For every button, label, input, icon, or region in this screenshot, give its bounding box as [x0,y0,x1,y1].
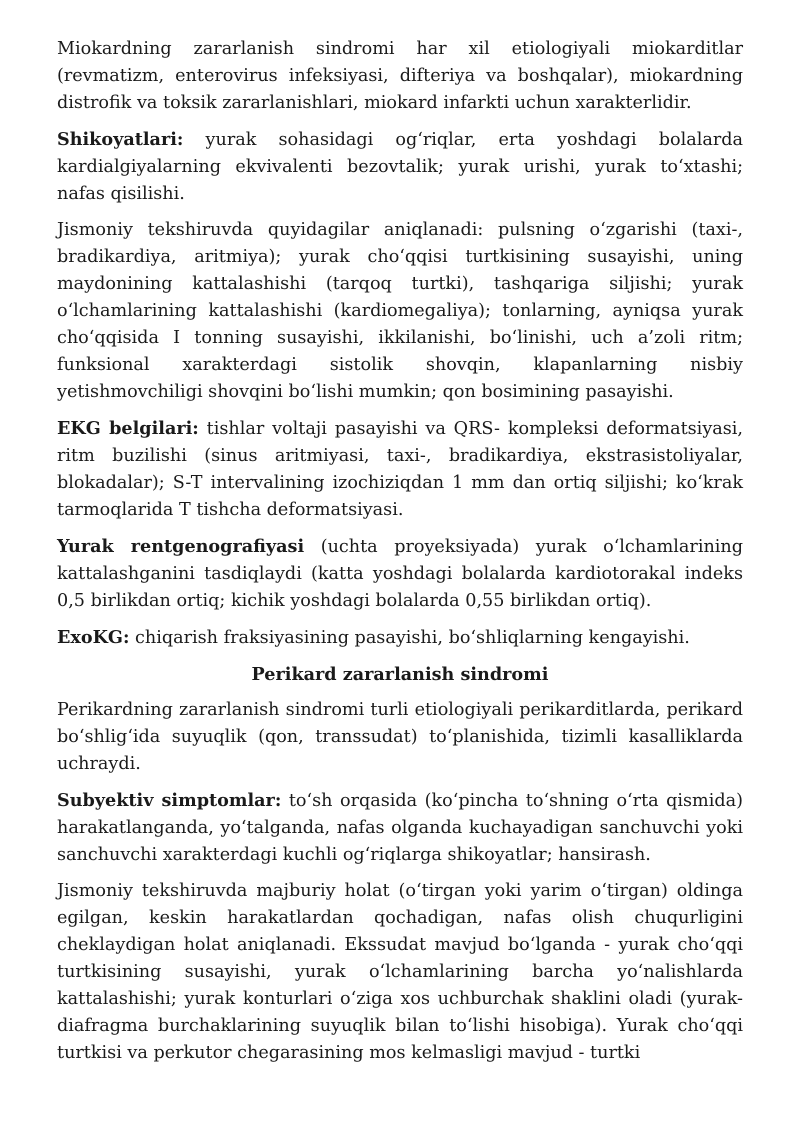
paragraph-complaints [57,126,743,208]
paragraph-ecg-signs [57,415,743,524]
paragraph-myocardial-syndrome [57,36,743,117]
paragraph-text: Jismoniy tekshiruvda quyidagilar aniqlanadi: pulsning o‘zgarishi (taxi-, bradikardiya, aritmiya); yurak cho‘qqisi turtkisining susayishi, uning maydonining kattalashishi (tarqoq turtki), tashqariga siljishi; yurak o‘lchamlarining kattalashishi (kardiomegaliya); tonlarning, ayniqsa yurak cho‘qqisida I tonning susayishi, ikkilanishi, bo‘linishi, uch a’zoli ritm; funksional xarakterdagi sistolik shovqin, klapanlarning nisbiy yetishmovchiligi shovqini bo‘lishi mumkin; qon bosimining pasayishi. [57,220,743,402]
section-heading: Perikard zararlanish sindromi [251,664,549,685]
paragraph-text: Miokardning zararlanish sindromi har xil etiologiyali miokarditlar (revmatizm, enterovirus infeksiyasi, difteriya va boshqalar), miokardning distrofik va toksik zararlanishlari, miokard infarkti uchun xarakterlidir. [57,39,743,113]
ecg-lead: EKG belgilari: [57,418,199,439]
xray-lead: Yurak rentgenografiyasi [57,536,305,557]
paragraph-text: Jismoniy tekshiruvda majburiy holat (o‘tirgan yoki yarim o‘tirgan) oldinga egilgan, keskin harakatlardan qochadigan, nafas olish chuqurligini cheklaydigan holat aniqlanadi. Ekssudat mavjud bo‘lganda - yurak cho‘qqi turtkisining susayishi, yurak o‘lchamlarining barcha yo‘nalishlarda kattalashishi; yurak konturlari o‘ziga xos uchburchak shaklini oladi (yurak-diafragma burchaklarining suyuqlik bilan to‘lishi hisobiga). Yurak cho‘qqi turtkisi va perkutor chegarasining mos kelmasligi mavjud - turtki [57,881,743,1063]
paragraph-text: tishlar voltaji pasayishi va QRS- kompleksi deformatsiyasi, ritm buzilishi (sinus aritmiyasi, taxi-, bradikardiya, ekstrasistoliyalar, blokadalar); S-T intervalining izochiziqdan 1 mm dan ortiq siljishi; ko‘krak tarmoqlarida T tishcha deformatsiyasi. [57,419,743,520]
paragraph-text: Perikardning zararlanish sindromi turli etiologiyali perikarditlarda, perikard bo‘shlig‘ida suyuqlik (qon, transsudat) to‘planishida, tizimli kasalliklarda uchraydi. [57,700,743,774]
complaints-lead: Shikoyatlari: [57,129,184,150]
paragraph-text: to‘sh orqasida (ko‘pincha to‘shning o‘rta qismida) harakatlanganda, yo‘talganda, nafas olganda kuchayadigan sanchuvchi yoki sanchuvchi xarakterdagi kuchli og‘riqlarga shikoyatlar; hansirash. [57,791,743,865]
paragraph-text: yurak sohasidagi og‘riqlar, erta yoshdagi bolalarda kardialgiyalarning ekvivalenti bezovtalik; yurak urishi, yurak to‘xtashi; nafas qisilishi. [57,130,743,204]
symptoms-lead: Subyektiv simptomlar: [57,790,282,811]
paragraph-subjective-symptoms [57,787,743,869]
paragraph-xray [57,533,743,615]
paragraph-echo [57,624,743,652]
paragraph-text: (uchta proyeksiyada) yurak o‘lchamlarining kattalashganini tasdiqlaydi (katta yoshdagi bolalarda kardiotorakal indeks 0,5 birlikdan ortiq; kichik yoshdagi bolalarda 0,55 birlikdan ortiq). [57,537,743,611]
paragraph-physical-exam [57,217,743,406]
paragraph-pericardial-exam [57,878,743,1067]
echo-lead: ExoKG: [57,627,130,648]
paragraph-pericardial-syndrome [57,697,743,778]
paragraph-text: chiqarish fraksiyasining pasayishi, bo‘shliqlarning kengayishi. [129,628,690,648]
